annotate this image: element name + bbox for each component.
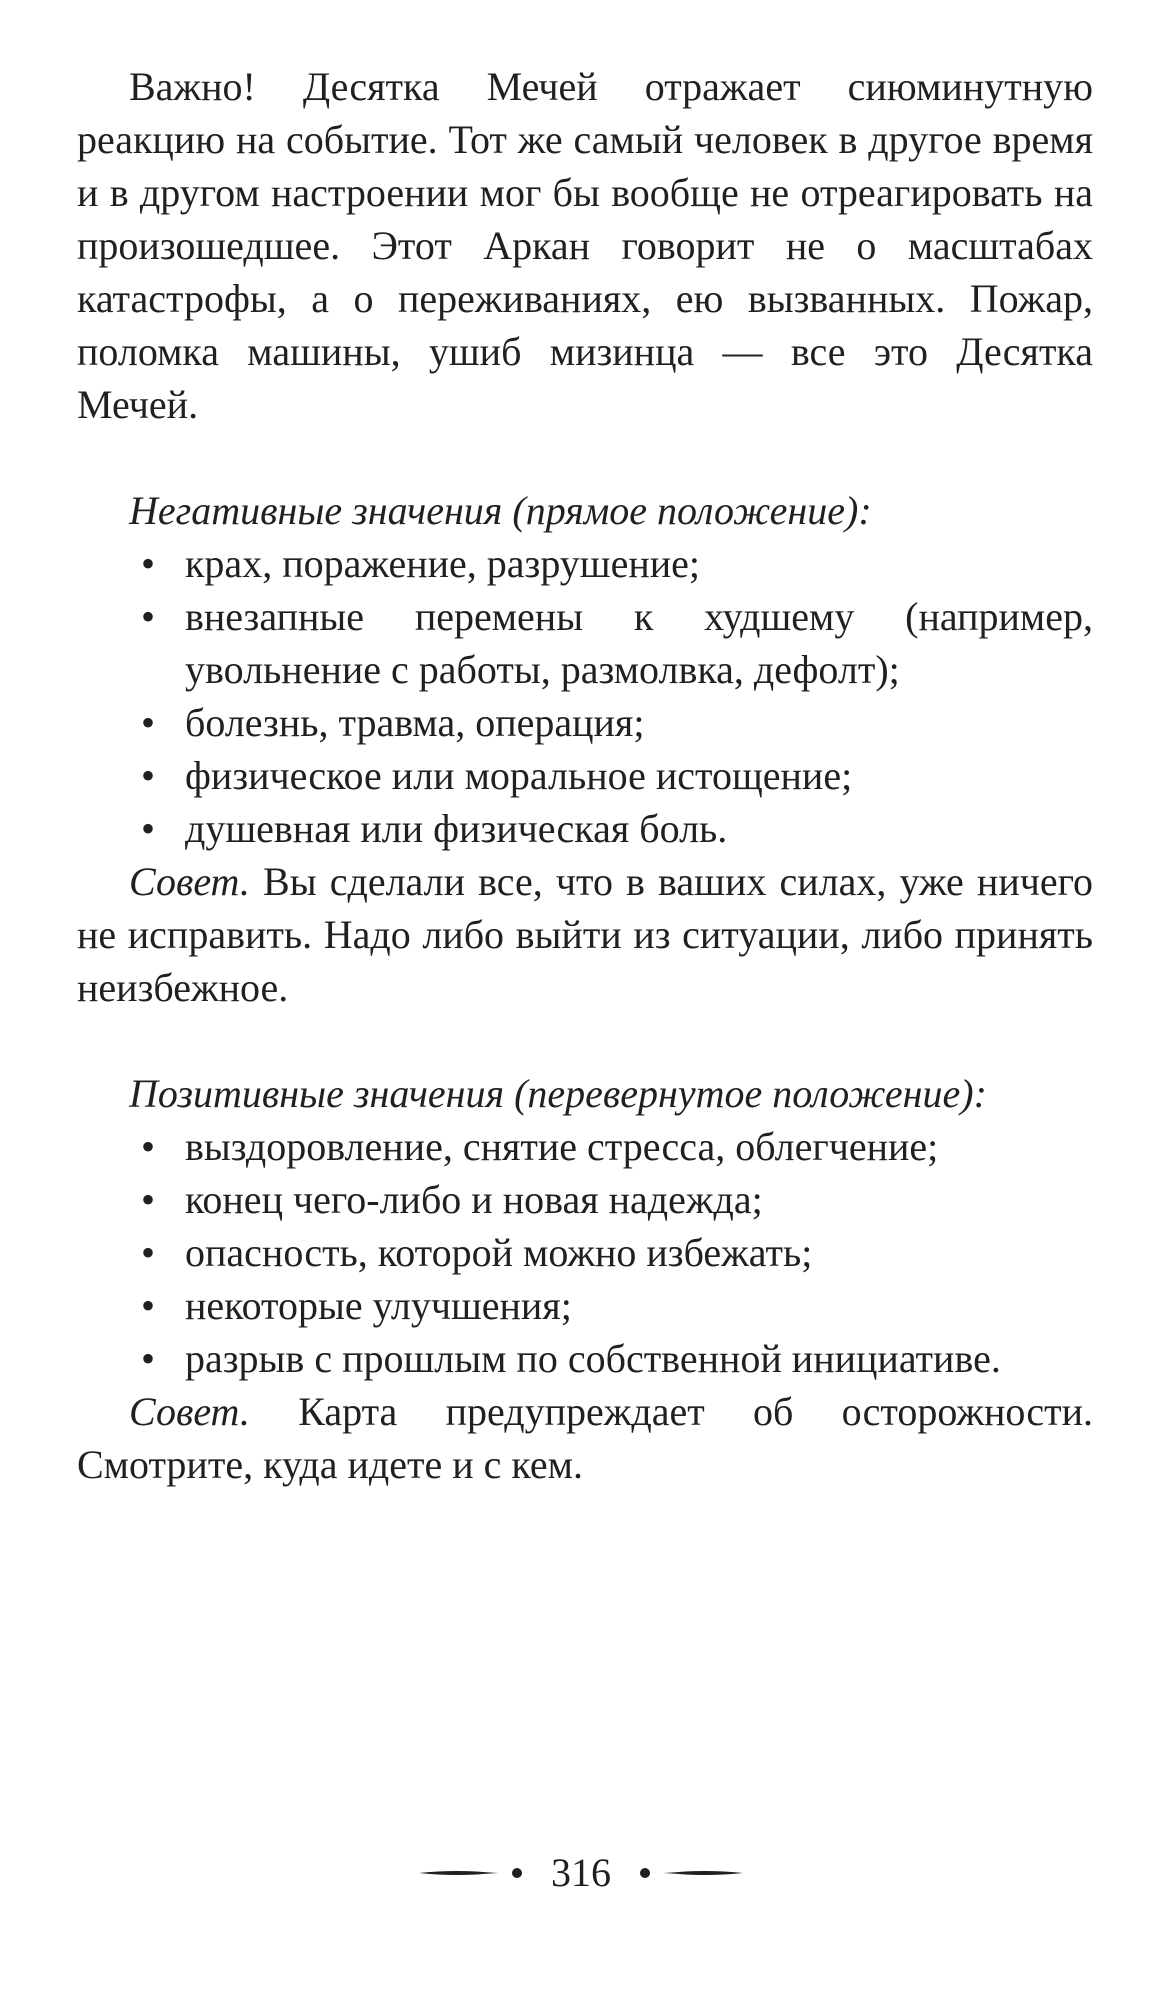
- bullet-icon: •: [140, 1230, 155, 1275]
- bullet-icon: •: [140, 1177, 155, 1222]
- list-item-text: внезапные перемены к худшему (например, увольнение с работы, размолвка, дефолт);: [185, 594, 1093, 692]
- bullet-icon: •: [140, 1124, 155, 1169]
- list-item-text: некоторые улучшения;: [185, 1283, 572, 1328]
- bullet-icon: •: [140, 1336, 155, 1381]
- list-item: [77, 1226, 1093, 1279]
- positive-advice: [77, 1385, 1093, 1491]
- list-item: [77, 802, 1093, 855]
- bullet-icon: •: [140, 753, 155, 798]
- list-item: [77, 1332, 1093, 1385]
- list-item: [77, 590, 1093, 696]
- page-number: 316: [551, 1850, 611, 1896]
- list-item: [77, 696, 1093, 749]
- advice-label: Совет.: [129, 859, 250, 904]
- list-item-text: душевная или физическая боль.: [185, 806, 728, 851]
- advice-text: Карта предупреждает об осторожности. Смотрите, куда идете и с кем.: [77, 1389, 1093, 1487]
- list-item: [77, 1173, 1093, 1226]
- list-item: [77, 1279, 1093, 1332]
- bullet-icon: •: [140, 1283, 155, 1328]
- page-footer: [0, 1842, 1162, 1899]
- list-item: [77, 537, 1093, 590]
- list-item-text: конец чего-либо и новая надежда;: [185, 1177, 763, 1222]
- list-item: [77, 749, 1093, 802]
- negative-heading: Негативные значения (прямое положение):: [129, 488, 872, 533]
- negative-section: [77, 484, 1093, 1014]
- list-item-text: болезнь, травма, операция;: [185, 700, 645, 745]
- negative-list: [77, 537, 1093, 855]
- positive-list: [77, 1120, 1093, 1385]
- bullet-icon: •: [140, 700, 155, 745]
- positive-heading: Позитивные значения (перевернутое положение):: [129, 1071, 987, 1116]
- intro-paragraph: Важно! Десятка Мечей отражает сиюминутную реакцию на событие. Тот же самый человек в другое время и в другом настроении мог бы вообще не отреагировать на произошедшее. Этот Аркан говорит не о масштабах катастрофы, а о переживаниях, ею вызванных. Пожар, поломка машины, ушиб мизинца — все это Десятка Мечей.: [77, 64, 1093, 427]
- list-item-text: выздоровление, снятие стресса, облегчение;: [185, 1124, 939, 1169]
- advice-text: Вы сделали все, что в ваших силах, уже ничего не исправить. Надо либо выйти из ситуации, либо принять неизбежное.: [77, 859, 1094, 1010]
- bullet-icon: •: [140, 594, 155, 639]
- bullet-icon: •: [140, 806, 155, 851]
- negative-advice: [77, 855, 1093, 1014]
- right-ornament-icon: [635, 1863, 745, 1883]
- page-body: [77, 60, 1093, 1491]
- list-item-text: разрыв с прошлым по собственной инициативе.: [185, 1336, 1001, 1381]
- advice-label: Совет.: [129, 1389, 250, 1434]
- bullet-icon: •: [140, 541, 155, 586]
- list-item: [77, 1120, 1093, 1173]
- list-item-text: крах, поражение, разрушение;: [185, 541, 701, 586]
- left-ornament-icon: [417, 1863, 527, 1883]
- positive-section: [77, 1067, 1093, 1491]
- list-item-text: физическое или моральное истощение;: [185, 753, 853, 798]
- list-item-text: опасность, которой можно избежать;: [185, 1230, 813, 1275]
